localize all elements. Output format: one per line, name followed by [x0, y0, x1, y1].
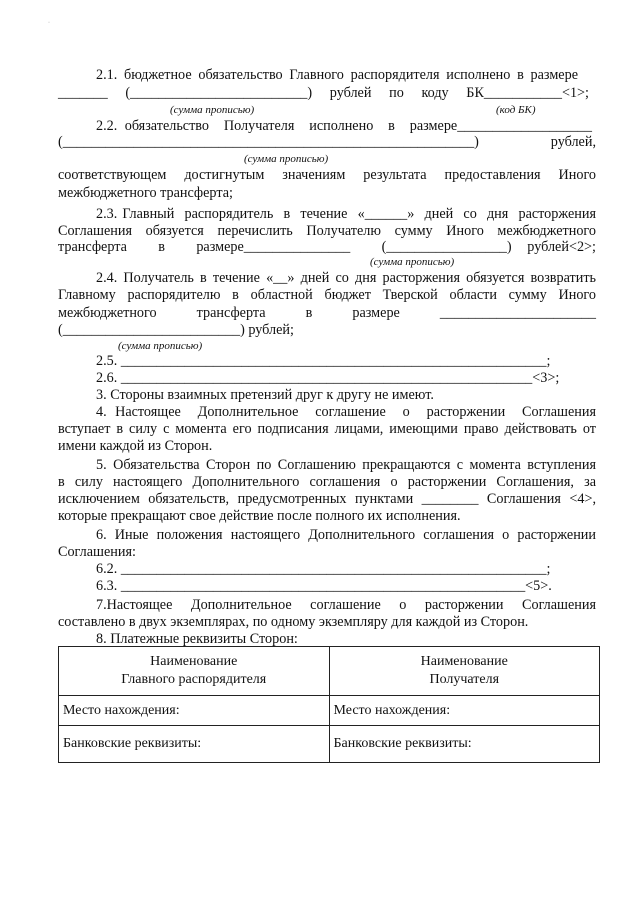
clause-2-4-line-1: 2.4. Получатель в течение «__» дней со дня расторжения обязуется возвратить — [96, 270, 596, 286]
clause-7-line-1: 7.Настоящее Дополнительное соглашение о расторжении Соглашения — [96, 597, 596, 613]
clause-5-line-1: 5. Обязательства Сторон по Соглашению прекращаются с момента вступления — [96, 457, 596, 473]
note-amount-in-words: (сумма прописью) — [244, 153, 329, 165]
clause-2-2-line-1: 2.2. обязательство Получателя исполнено в размере___________________ — [96, 118, 592, 134]
clause-2-4-line-2: Главному распорядителю в областной бюджет Тверской области сумму Иного — [58, 287, 596, 303]
clause-8: 8. Платежные реквизиты Сторон: — [96, 631, 298, 647]
clause-2-3-line-2: Соглашения обязуется перечислить Получателю сумму Иного межбюджетного — [58, 223, 596, 239]
header-recipient: Наименование Получателя — [329, 647, 600, 696]
clause-7-line-2: составлено в двух экземплярах, по одному экземпляру для каждой из Сторон. — [58, 614, 529, 630]
clause-2-3-line-1: 2.3. Главный распорядитель в течение «______» дней со дня расторжения — [96, 206, 596, 222]
bank-details-left: Банковские реквизиты: — [59, 726, 330, 763]
location-left: Место нахождения: — [59, 696, 330, 726]
clause-5-line-4: которые прекращают свое действие после полного их исполнения. — [58, 508, 461, 524]
clause-2-5: 2.5. ____________________________________________________________; — [96, 353, 551, 369]
clause-2-4-line-3: межбюджетного трансферта в размере ______________________ — [58, 305, 596, 321]
clause-5-line-3: исключением обязательств, предусмотренных пунктами ________ Соглашения <4>, — [58, 491, 596, 507]
corner-mark: · — [48, 20, 50, 26]
clause-2-1-line-1: 2.1. бюджетное обязательство Главного распорядителя исполнено в размере — [96, 67, 578, 83]
payment-details-table — [58, 646, 600, 763]
location-right: Место нахождения: — [329, 696, 600, 726]
clause-2-2-line-4: межбюджетного трансферта; — [58, 185, 233, 201]
clause-6-line-2: Соглашения: — [58, 544, 136, 560]
clause-2-2-line-3: соответствующем достигнутым значениям результата предоставления Иного — [58, 167, 596, 183]
clause-6-2: 6.2. ____________________________________________________________; — [96, 561, 551, 577]
clause-2-3-line-3: трансферта в размере_______________ (_________________) рублей<2>; — [58, 239, 596, 255]
clause-4-line-1: 4. Настоящее Дополнительное соглашение о расторжении Соглашения — [96, 404, 596, 420]
table-row — [59, 726, 600, 763]
note-bk-code: (код БК) — [496, 104, 536, 116]
clause-2-6: 2.6. __________________________________________________________<3>; — [96, 370, 560, 386]
clause-6-line-1: 6. Иные положения настоящего Дополнительного соглашения о расторжении — [96, 527, 596, 543]
clause-4-line-3: имени каждой из Сторон. — [58, 438, 213, 454]
clause-3: 3. Стороны взаимных претензий друг к другу не имеют. — [96, 387, 434, 403]
clause-6-3: 6.3. _________________________________________________________<5>. — [96, 578, 552, 594]
clause-2-1-line-2: _______ (_________________________) рублей по коду БК___________<1>; — [58, 85, 589, 101]
note-amount-in-words: (сумма прописью) — [370, 256, 455, 268]
note-amount-in-words: (сумма прописью) — [118, 340, 203, 352]
note-amount-in-words: (сумма прописью) — [170, 104, 255, 116]
clause-5-line-2: в силу настоящего Дополнительного соглашения о расторжении Соглашения, за — [58, 474, 596, 490]
clause-4-line-2: вступает в силу с момента его подписания лицами, имеющими право действовать от — [58, 421, 596, 437]
table-header-row — [59, 647, 600, 696]
header-chief-administrator: Наименование Главного распорядителя — [59, 647, 330, 696]
table-row — [59, 696, 600, 726]
clause-2-2-line-2: (__________________________________________________________) рублей, — [58, 134, 596, 150]
clause-2-4-line-4: (_________________________) рублей; — [58, 322, 294, 338]
bank-details-right: Банковские реквизиты: — [329, 726, 600, 763]
